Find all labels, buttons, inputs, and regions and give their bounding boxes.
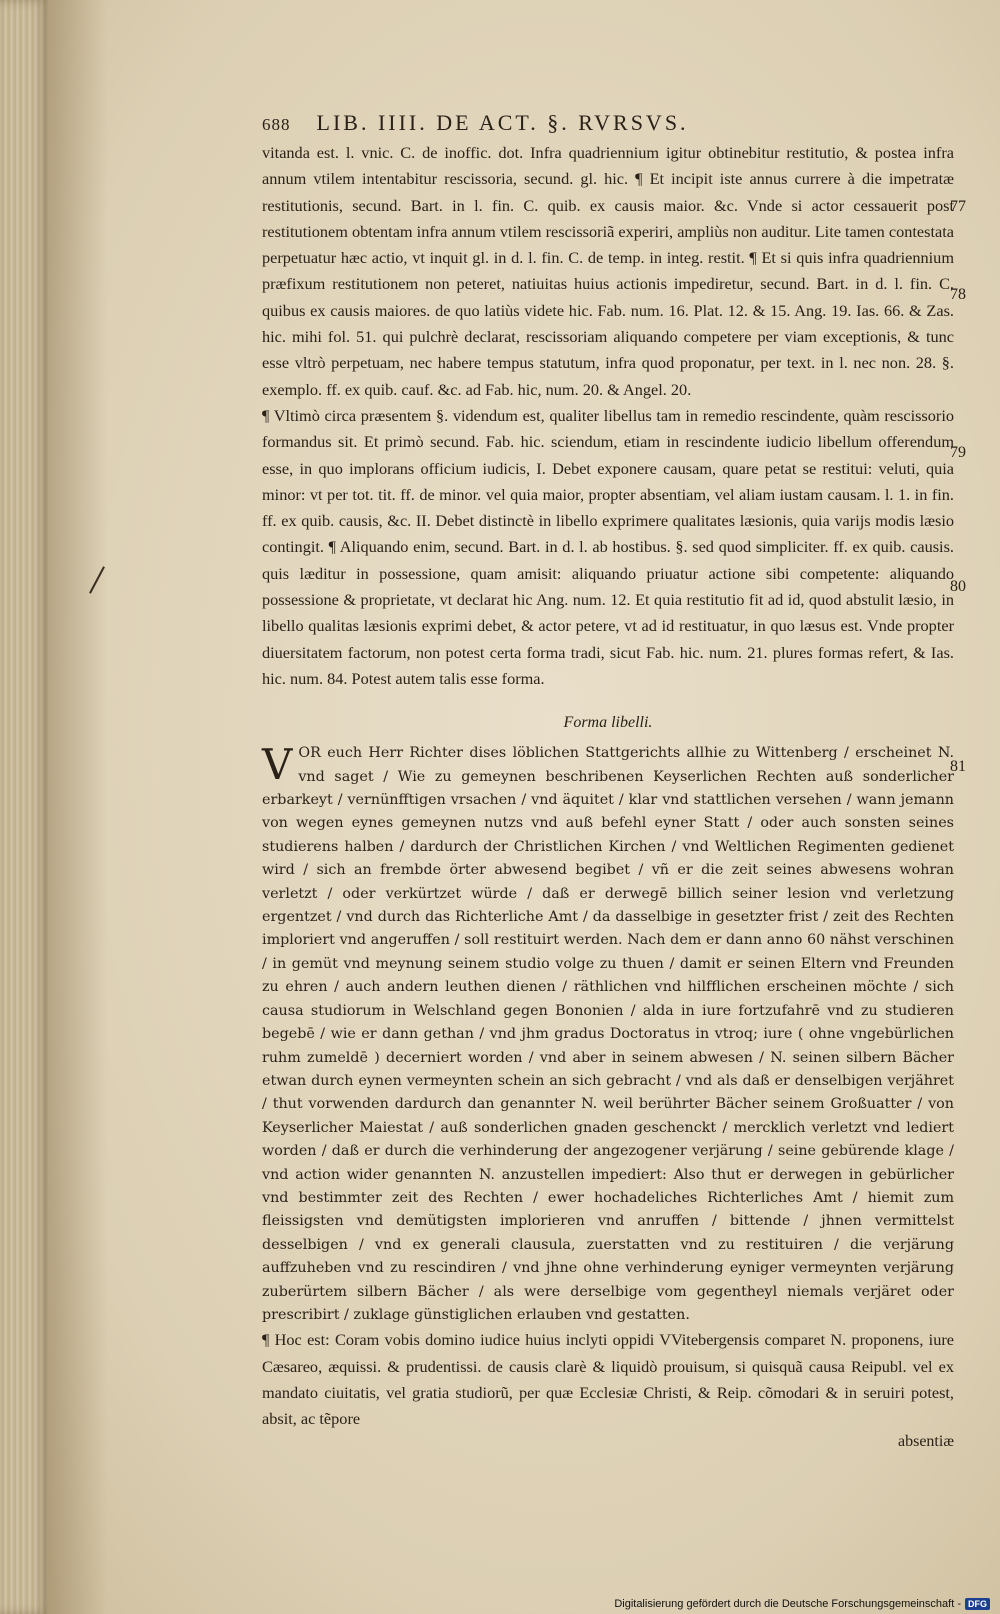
dfg-logo: DFG bbox=[965, 1598, 990, 1610]
running-header bbox=[262, 110, 954, 136]
german-form-text bbox=[262, 742, 954, 1327]
latin-translation: ¶ Hoc est: Coram vobis domino iudice huius inclyti oppidi VVitebergensis comparet N. proponens, iure Cæsareo, æquissi. & prudentissi. de causis clarè & liquidò prouisum, si quisquã causa Reipubl. vel ex mandato ciuitatis, vel gratia studiorũ, per quæ Ecclesiæ Christi, & Reip. cõmodari & in seruiri potest, absit, ac tẽpore bbox=[262, 1330, 954, 1429]
gutter-shadow bbox=[48, 0, 108, 1614]
page-stack-edge bbox=[0, 0, 48, 1614]
drop-cap: V bbox=[262, 740, 293, 790]
margin-number-77: 77 bbox=[950, 198, 966, 215]
margin-number-79: 79 bbox=[950, 444, 966, 461]
latin-paragraph-1: vitanda est. l. vnic. C. de inoffic. dot. Infra quadriennium igitur obtinebitur restitutio, & postea infra annum vtilem intentabitur rescissoria, secund. gl. hic. ¶ Et incipit iste annus currere à die impetratæ restitutionis, secund. Bart. in l. fin. C. quib. ex causis maior. &c. Vnde si actor cessauerit post restitutionem obtentam infra annum vtilem rescissoriã experiri, ampliùs non auditur. Lite tamen contestata perpetuatur hæc actio, vt inquit gl. in d. l. fin. C. de temp. in integ. restit. ¶ Et si quis infra quadriennium præfixum restitutionem non peteret, natiuitas huius actionis impediretur, secund. Bart. in d. l. fin. C. quibus ex causis maiores. de quo latiùs videte hic. Fab. num. 16. Plat. 12. & 15. Ang. 19. Ias. 66. & Zas. hic. mihi fol. 51. qui pulchrè declarat, rescissoriam aliquando competere per viam exceptionis, & tunc esse vltrò perpetuam, nec habere tempus statutum, infra quod proponatur, per text. in l. nec non. 28. §. exemplo. ff. ex quib. cauf. &c. ad Fab. hic, num. 20. & Angel. 20. bbox=[262, 143, 954, 399]
footer-text: Digitalisierung gefördert durch die Deutsche Forschungsgemeinschaft - bbox=[614, 1598, 961, 1610]
margin-number-80: 80 bbox=[950, 578, 966, 595]
latin-paragraph-2: ¶ Vltimò circa præsentem §. videndum est, qualiter libellus tam in remedio rescindente, quàm rescissorio formandus sit. Et primò secund. Fab. hic. sciendum, etiam in rescindente iudicio libellum offerendum esse, in quo implorans officium iudicis, I. Debet exponere causam, quare petat se restitui: veluti, quia minor: vt per tot. tit. ff. de minor. vel quia maior, propter absentiam, vel aliam iustam causam. l. 1. in fin. ff. ex quib. causis, &c. II. Debet distinctè in libello exprimere qualitates læsionis, quia varijs modis læsio contingit. ¶ Aliquando enim, secund. Bart. in d. l. ab hostibus. §. sed quod simpliciter. ff. ex quib. causis. quis læditur in possessione, quam amisit: aliquando priuatur actione sibi competente: aliquando possessione & proprietate, vt declarat hic Ang. num. 12. Et quia restitutio fit ad id, quod abstulit læsio, in libello qualitas læsionis exprimi debet, & actor petere, vt ad id restituatur, in quo læsus est. Vnde propter diuersitatem factorum, non potest certa forma tradi, sicut Fab. hic. num. 21. plures formas refert, & Ias. hic. num. 84. Potest autem talis esse forma. bbox=[262, 405, 954, 688]
running-title: LIB. IIII. DE ACT. §. RVRSVS. bbox=[316, 110, 689, 135]
margin-number-78: 78 bbox=[950, 286, 966, 303]
digitization-footer bbox=[614, 1598, 990, 1610]
catchword: absentiæ bbox=[898, 1432, 954, 1450]
page-number: 688 bbox=[262, 115, 291, 134]
form-heading: Forma libelli. bbox=[563, 714, 653, 732]
text-block bbox=[262, 110, 954, 1451]
margin-number-81: 81 bbox=[950, 758, 966, 775]
german-body: OR euch Herr Richter dises löblichen Stattgerichts allhie zu Wittenberg / erscheinet N. vnd saget / Wie zu gemeynen beschribenen Keyserlichen Rechten auß sonderlicher erbarkeyt / vernünfftigen vrsachen / vnd äquitet / klar vnd stattlichen versehen / wann jemann von wegen eynes gemeynen nutzs vnd auß befehl eyner Statt / oder auch sonsten seines studierens halben / dardurch der Christlichen Kirchen / vnd Weltlichen Regimenten gedienet wird / sich an frembde örter abwesend begibet / vñ er die zeit seines abwesens wohran verletzt / oder verkürtzet würde / daß er derwegē billich seiner lesion vnd verletzung ergentzet / vnd durch das Richterliche Amt / da dasselbige in gesetzter frist / zeit des Rechten imploriert vnd angeruffen / soll restituirt werden. Nach dem er dann anno 60 nähst verschinen / in gemüt vnd meynung seinem studio volge zu thuen / damit er seinen Eltern vnd Freunden zu ehren / auch andern leuthen dienen / räthlichen vnd hilfflichen erscheinen möchte / sich causa studiorum in Welschland gegen Bononien / alda in iure fortzufahrē vnd zu studieren begebē / wie er dann gethan / vnd jhm gradus Doctoratus in vtroq; iure ( ohne vngebürlichen ruhm zumeldē ) decerniert worden / vnd aber in seinem abwesen / N. seinen silbern Bächer etwan durch eynen vermeynten schein an sich gebracht / vnd als daß er denselbigen verjähret / thut vorwenden dardurch dan genannter N. weil berührter Bächer seinem Großuatter / von Keyserlicher Maiestat / auß sonderlichen gnaden geschenckt / mercklich verletzt vnd lediert worden / daß er durch die verhinderung der angezogener verjärung / seine gebürende klage / vnd action wider genannten N. anzustellen impediert: Also thut er derwegen in gebürlicher vnd bestimmter zeit des Rechten / ewer hochadeliches Richterliches Amt / hiemit zum fleissigsten vnd demütigsten implorieren vnd anruffen / bittende / jhnen vermittelst desselbigen / vnd ex generali clausula, zuerstatten vnd zu restituiren / die verjärung auffzuheben vnd zu rescindiren / vnd jhne ohne verhinderung eyniger vermeynten verjärung zuberürtem silbern Bächer / als were derselbige vom gegentheyl niemals verjäret oder prescribirt / zuklage günstiglichen erlauben vnd gestatten. bbox=[262, 745, 954, 1323]
